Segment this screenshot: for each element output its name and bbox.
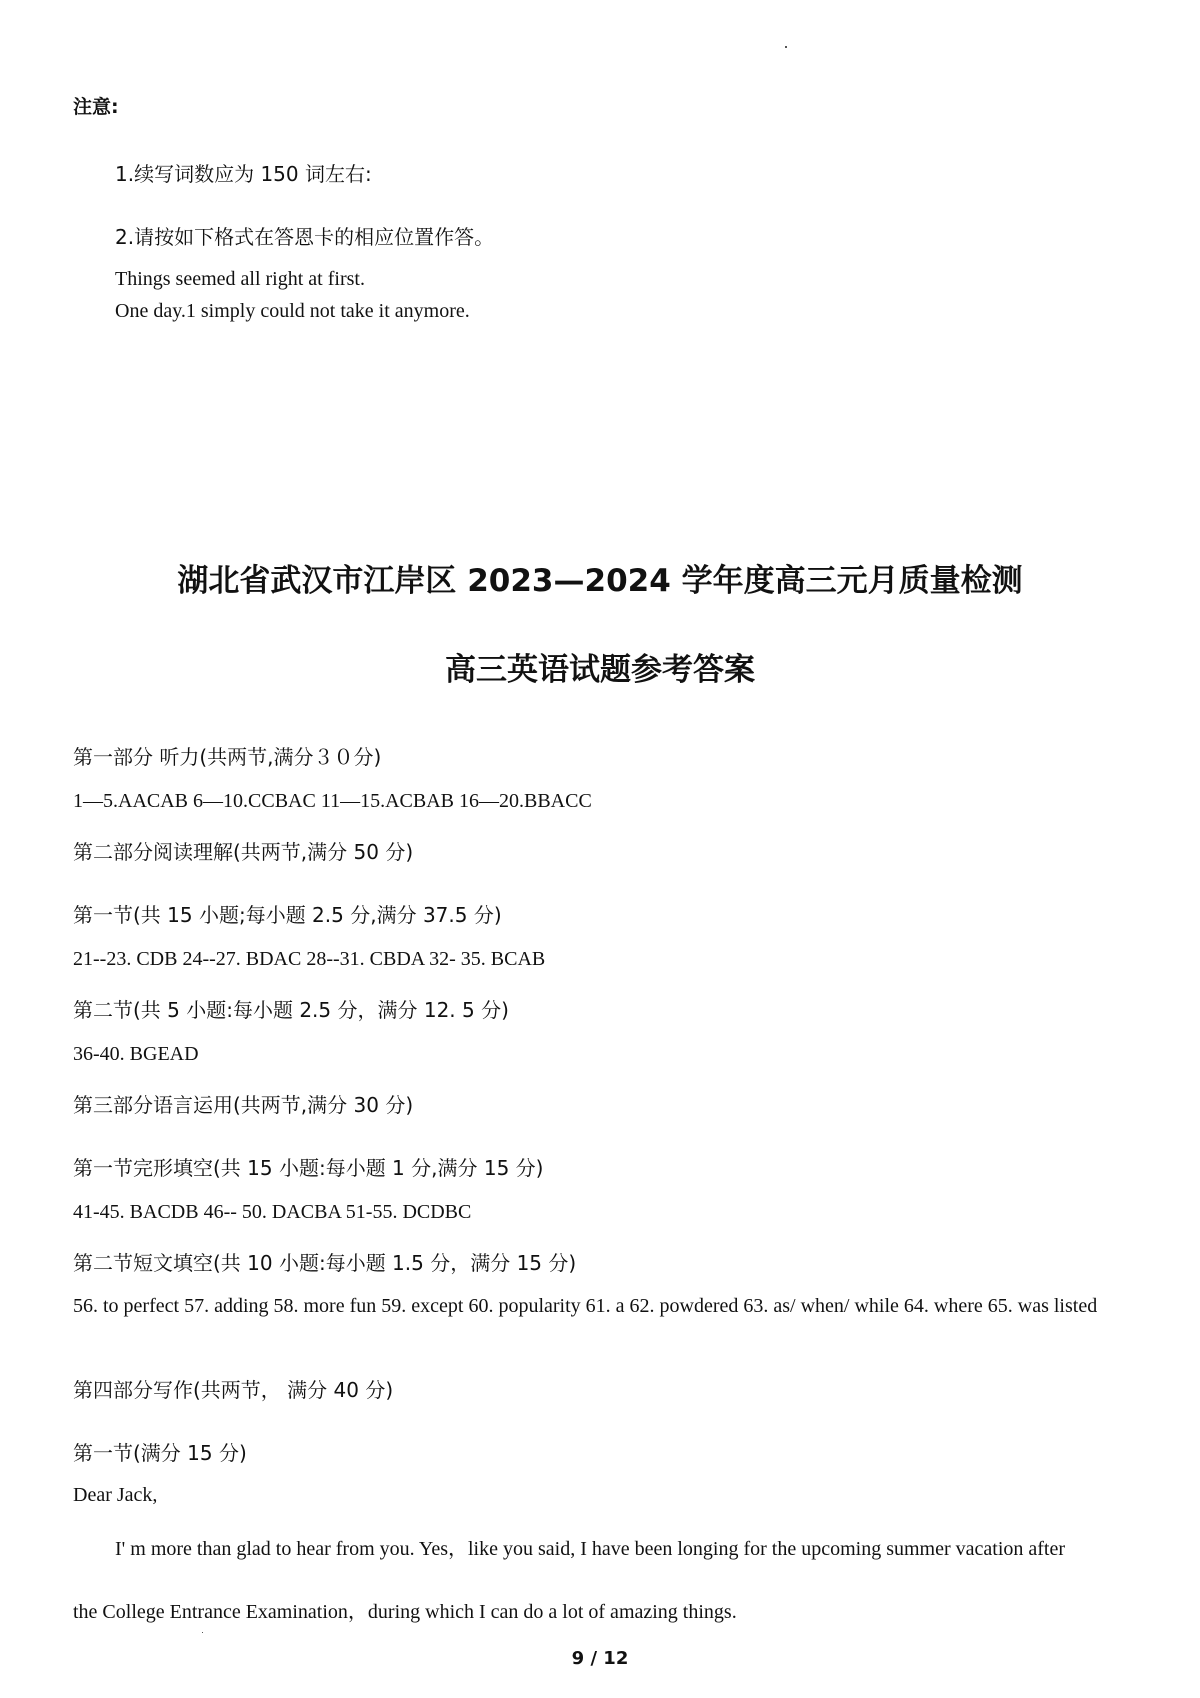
part3-section2-heading: 第二节短文填空(共 10 小题:每小题 1.5 分，满分 15 分) (73, 1251, 577, 1275)
scan-speck (785, 46, 787, 48)
answer-key-subtitle: 高三英语试题参考答案 (445, 652, 755, 688)
page-indicator: 9 / 12 (571, 1648, 629, 1669)
notes-label: 注意: (73, 96, 119, 118)
continuation-start-2: One day.1 simply could not take it anymore. (115, 300, 470, 322)
letter-salutation: Dear Jack, (73, 1484, 158, 1506)
notes-line-1: 1.续写词数应为 150 词左右: (115, 162, 372, 186)
part3-section2-answers: 56. to perfect 57. adding 58. more fun 59. except 60. popularity 61. a 62. powdered 63. as/ when/ while 64. where 65. was listed (73, 1295, 1098, 1317)
part1-heading: 第一部分 听力(共两节,满分３０分) (73, 745, 382, 769)
part3-section1-heading: 第一节完形填空(共 15 小题:每小题 1 分,满分 15 分) (73, 1156, 544, 1180)
part2-section2-answers: 36-40. BGEAD (73, 1043, 199, 1065)
letter-body-line-2: the College Entrance Examination，during which I can do a lot of amazing things. (73, 1601, 737, 1623)
part3-heading: 第三部分语言运用(共两节,满分 30 分) (73, 1093, 414, 1117)
part2-section1-heading: 第一节(共 15 小题;每小题 2.5 分,满分 37.5 分) (73, 903, 502, 927)
part2-heading: 第二部分阅读理解(共两节,满分 50 分) (73, 840, 414, 864)
letter-body-line-1: I' m more than glad to hear from you. Yes，like you said, I have been longing for the upcoming summer vacation after (115, 1538, 1066, 1560)
part1-answers: 1—5.AACAB 6—10.CCBAC 11—15.ACBAB 16—20.BBACC (73, 790, 592, 812)
answer-key-title: 湖北省武汉市江岸区 2023—2024 学年度高三元月质量检测 (177, 563, 1023, 599)
notes-line-2: 2.请按如下格式在答恩卡的相应位置作答。 (115, 225, 495, 249)
part4-heading: 第四部分写作(共两节， 满分 40 分) (73, 1378, 394, 1402)
part4-section1-heading: 第一节(满分 15 分) (73, 1441, 247, 1465)
scan-speck (202, 1632, 203, 1633)
continuation-start-1: Things seemed all right at first. (115, 268, 365, 290)
part2-section2-heading: 第二节(共 5 小题:每小题 2.5 分，满分 12. 5 分) (73, 998, 509, 1022)
part3-section1-answers: 41-45. BACDB 46-- 50. DACBA 51-55. DCDBC (73, 1201, 472, 1223)
part2-section1-answers: 21--23. CDB 24--27. BDAC 28--31. CBDA 32- 35. BCAB (73, 948, 546, 970)
